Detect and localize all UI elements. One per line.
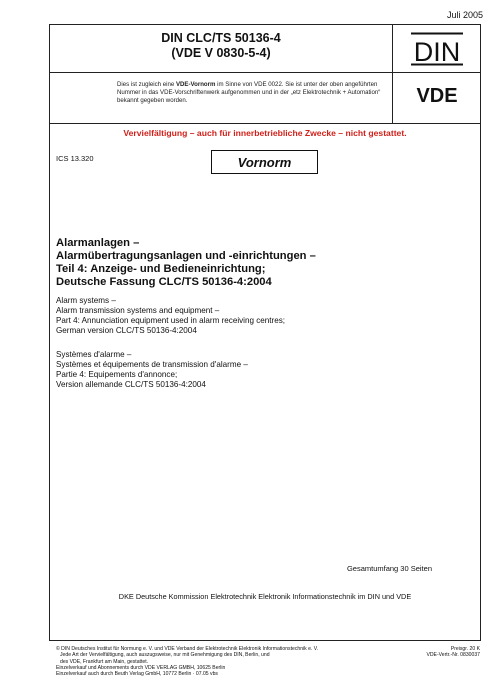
footer-line: Einzelverkauf auch durch Beuth Verlag GmbH, 10772 Berlin · 07.05 vbs	[56, 671, 218, 678]
header-divider-2	[49, 123, 481, 124]
total-pages: Gesamtumfang 30 Seiten	[346, 564, 432, 573]
price-info	[410, 646, 480, 659]
standard-header	[50, 25, 392, 72]
vde-logo	[399, 85, 475, 105]
vde-vornorm-term: VDE-Vornorm	[175, 81, 216, 88]
footer-line: © DIN Deutsches Institut für Normung e. V. und VDE Verband der Elektrotechnik Elektronik Informationstechnik e. V.	[56, 646, 319, 652]
title-line: Alarmanlagen –	[56, 237, 140, 249]
footer-line: Einzelverkauf und Abonnements durch VDE VERLAG GMBH, 10625 Berlin	[56, 664, 226, 671]
document-type-box	[211, 150, 318, 174]
title-line: Version allemande CLC/TS 50136-4:2004	[56, 380, 206, 389]
vde-contract-number: VDE-Vertr.-Nr. 0830037	[426, 652, 480, 659]
title-french	[56, 350, 466, 390]
footer-line: des VDE, Frankfurt am Main, gestattet.	[60, 658, 149, 665]
reproduction-notice: Vervielfältigung – auch für innerbetriebliche Zwecke – nicht gestattet.	[123, 128, 407, 138]
title-german	[56, 237, 466, 289]
price-group: Preisgr. 20 K	[450, 646, 480, 652]
din-logo	[409, 32, 465, 66]
header-divider-1	[49, 72, 481, 73]
vde-note: Dies ist zugleich eine VDE-Vornorm im Sinne von VDE 0022. Sie ist unter der oben angeführten Nummer in das VDE-Vorschriftenwerk aufgenommen und in der „etz Elektrotechnik + Automation“ bekannt gegeben worden.	[117, 81, 381, 104]
copyright-footer	[56, 646, 386, 677]
ics-code: ICS 13.320	[56, 154, 94, 163]
title-line: Systèmes et équipements de transmission d'alarme –	[56, 360, 248, 369]
standard-number: DIN CLC/TS 50136-4	[161, 31, 281, 45]
title-english	[56, 296, 466, 336]
title-line: Alarmübertragungsanlagen und -einrichtungen –	[56, 250, 316, 262]
footer-line: Jede Art der Vervielfältigung, auch auszugsweise, nur mit Genehmigung des DIN, Berlin, und	[60, 652, 270, 659]
din-logo-text: DIN	[413, 37, 461, 66]
document-type: Vornorm	[237, 154, 292, 170]
title-line: Part 4: Annunciation equipment used in alarm receiving centres;	[56, 316, 286, 325]
vde-number: (VDE V 0830-5-4)	[171, 46, 271, 60]
title-line: Systèmes d'alarme –	[56, 350, 132, 359]
dke-line: DKE Deutsche Kommission Elektrotechnik Elektronik Informationstechnik im DIN und VDE	[118, 592, 412, 601]
title-line: Alarm systems –	[56, 296, 116, 305]
title-line: Teil 4: Anzeige- und Bedieneinrichtung;	[56, 263, 266, 275]
header-divider-vertical	[392, 24, 393, 123]
publication-date: Juli 2005	[446, 10, 483, 20]
vde-logo-text: VDE	[416, 85, 458, 105]
title-line: Alarm transmission systems and equipment –	[56, 306, 220, 315]
title-line: Partie 4: Equipements d'annonce;	[56, 370, 178, 379]
title-line: German version CLC/TS 50136-4:2004	[56, 326, 197, 335]
title-line: Deutsche Fassung CLC/TS 50136-4:2004	[56, 276, 272, 288]
